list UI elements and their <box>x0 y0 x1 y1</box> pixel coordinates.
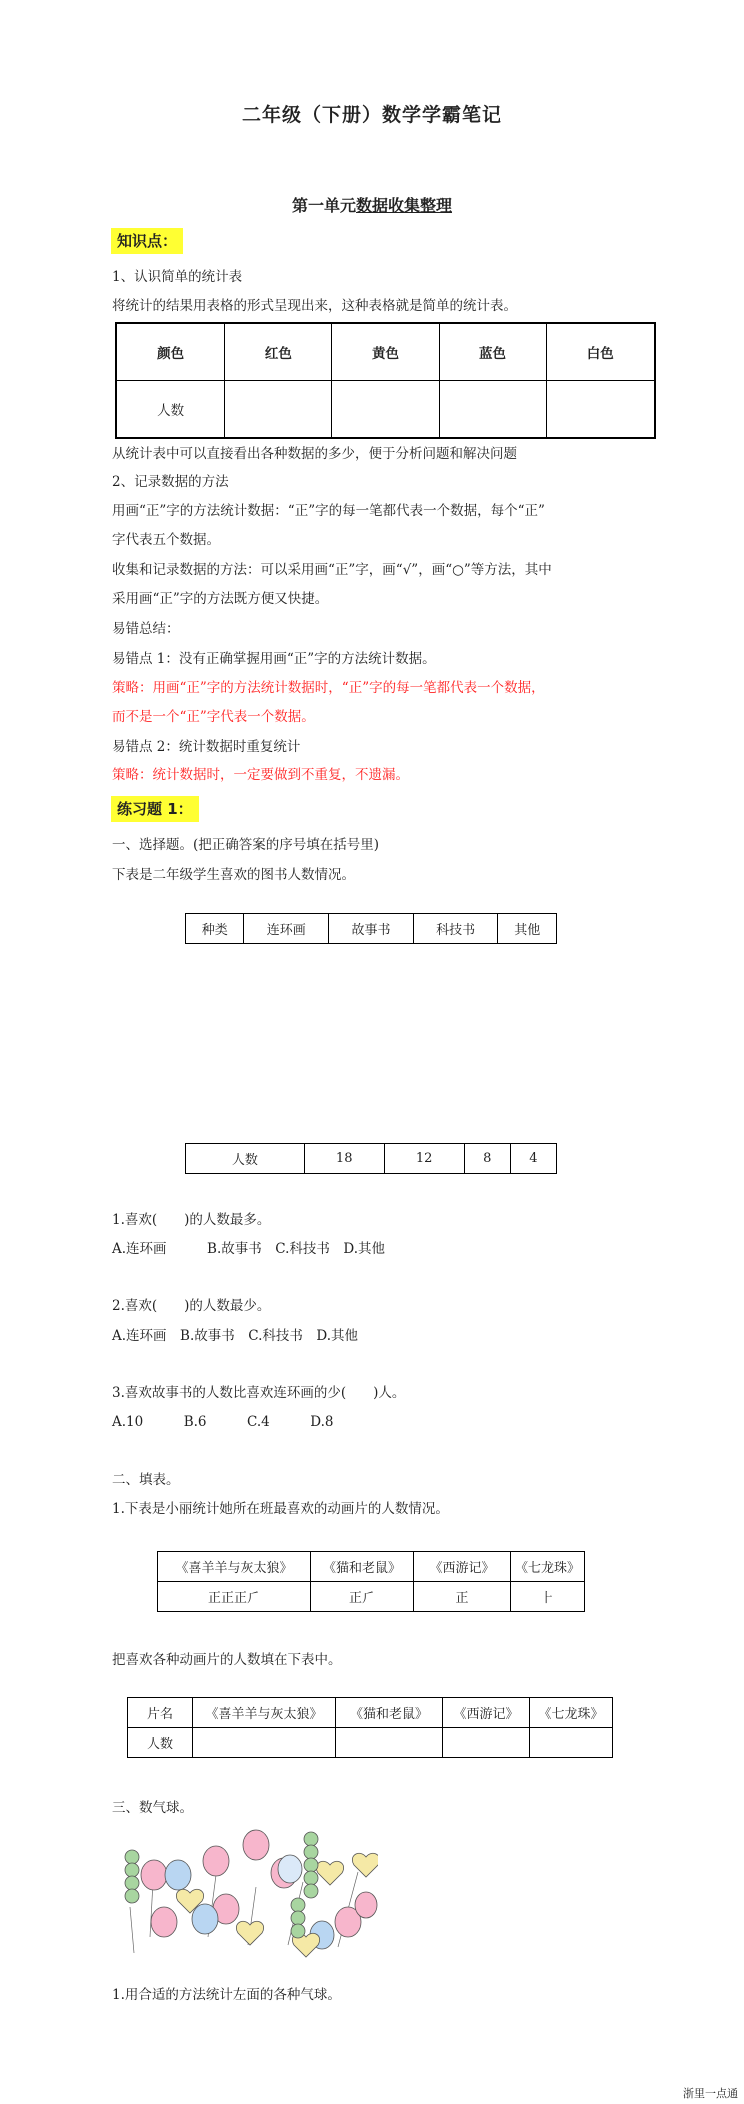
book-table-header: 故事书 <box>329 914 414 944</box>
q2-heading: 二、填表。 <box>112 1472 180 1488</box>
green-stack-balloon <box>125 1850 139 1864</box>
question-1-1: 1.喜欢( )的人数最多。 <box>112 1212 271 1228</box>
color-table-header: 蓝色 <box>439 323 546 380</box>
question-1-2: 2.喜欢( )的人数最少。 <box>112 1298 271 1314</box>
mistake-1: 易错点 1：没有正确掌握用画“正”字的方法统计数据。 <box>112 651 436 667</box>
q3-heading: 三、数气球。 <box>112 1800 193 1816</box>
question-1-3: 3.喜欢故事书的人数比喜欢连环画的少( )人。 <box>112 1385 406 1401</box>
fill-table-cell[interactable] <box>530 1728 613 1758</box>
mistakes-heading: 易错总结： <box>112 621 180 637</box>
color-table-header: 红色 <box>225 323 332 380</box>
color-table-header: 白色 <box>546 323 655 380</box>
fill-table-cell[interactable] <box>193 1728 336 1758</box>
k1-heading: 1、认识简单的统计表 <box>112 269 243 285</box>
balloons-illustration <box>108 1827 378 1962</box>
green-stack-balloon <box>291 1911 305 1925</box>
k1-description: 将统计的结果用表格的形式呈现出来，这种表格就是简单的统计表。 <box>112 298 517 314</box>
green-stack-balloon <box>304 1845 318 1859</box>
pink-balloon <box>151 1907 177 1937</box>
k1-note: 从统计表中可以直接看出各种数据的多少，便于分析问题和解决问题 <box>112 446 517 462</box>
q2-intro: 1.下表是小丽统计她所在班最喜欢的动画片的人数情况。 <box>112 1501 449 1517</box>
book-table-header: 科技书 <box>413 914 498 944</box>
blue-balloon <box>192 1904 218 1934</box>
color-table <box>115 322 656 439</box>
cartoon-table-header: 《七龙珠》 <box>511 1552 585 1582</box>
cartoon-table-header: 《喜羊羊与灰太狼》 <box>158 1552 311 1582</box>
knowledge-label: 知识点： <box>111 228 183 254</box>
mistake-2-strategy: 策略：统计数据时，一定要做到不重复，不遗漏。 <box>112 767 409 783</box>
fill-table-header: 《西游记》 <box>443 1698 530 1728</box>
cartoon-table-header: 《猫和老鼠》 <box>311 1552 414 1582</box>
color-table-cell[interactable] <box>225 380 332 438</box>
color-table-header: 黄色 <box>332 323 439 380</box>
color-table-cell[interactable] <box>546 380 655 438</box>
pink-balloon <box>355 1892 377 1918</box>
book-table-row-label: 人数 <box>186 1144 305 1174</box>
yellow-heart-balloon <box>236 1921 263 1945</box>
page-title: 二年级（下册）数学学霸笔记 <box>241 104 502 126</box>
book-table-header: 连环画 <box>244 914 329 944</box>
book-table-value: 18 <box>304 1144 384 1174</box>
fill-table-header: 《喜羊羊与灰太狼》 <box>193 1698 336 1728</box>
pink-balloon <box>141 1860 167 1890</box>
book-table-value: 8 <box>464 1144 510 1174</box>
color-table-header: 颜色 <box>116 323 225 380</box>
green-stack-balloon <box>304 1884 318 1898</box>
k2-heading: 2、记录数据的方法 <box>112 474 229 490</box>
book-table-header: 种类 <box>186 914 244 944</box>
fill-table-header: 片名 <box>128 1698 193 1728</box>
cartoon-table-header: 《西游记》 <box>414 1552 511 1582</box>
practice-label: 练习题 1： <box>111 796 199 822</box>
fill-table-cell[interactable] <box>443 1728 530 1758</box>
yellow-heart-balloon <box>316 1861 343 1885</box>
book-table-header: 其他 <box>498 914 557 944</box>
balloon-string <box>130 1907 134 1953</box>
green-stack-balloon <box>125 1876 139 1890</box>
q2-fill-instruction: 把喜欢各种动画片的人数填在下表中。 <box>112 1652 342 1668</box>
question-1-1-options: A.连环画 B.故事书 C.科技书 D.其他 <box>112 1241 386 1257</box>
mistake-1-strategy: 而不是一个“正”字代表一个数据。 <box>112 709 315 725</box>
green-stack-balloon <box>291 1924 305 1938</box>
color-table-cell[interactable] <box>332 380 439 438</box>
mistake-2: 易错点 2：统计数据时重复统计 <box>112 739 301 755</box>
blue-balloon <box>165 1860 191 1890</box>
q1-heading: 一、选择题。(把正确答案的序号填在括号里) <box>112 837 380 853</box>
book-table-header-row <box>185 913 557 944</box>
cartoon-tally-table <box>157 1551 585 1612</box>
book-table-value: 4 <box>510 1144 556 1174</box>
k2-line: 采用画“正”字的方法既方便又快捷。 <box>112 591 329 607</box>
fill-table-row-label: 人数 <box>128 1728 193 1758</box>
fill-table <box>127 1697 613 1758</box>
color-table-cell[interactable] <box>439 380 546 438</box>
yellow-heart-balloon <box>352 1853 378 1877</box>
q3-question-1: 1.用合适的方法统计左面的各种气球。 <box>112 1987 341 2003</box>
k2-line: 收集和记录数据的方法：可以采用画“正”字，画“√”，画“○”等方法，其中 <box>112 562 552 578</box>
book-table-value: 12 <box>384 1144 464 1174</box>
unit-title <box>0 193 744 216</box>
pink-balloon <box>243 1830 269 1860</box>
k2-line: 用画“正”字的方法统计数据：“正”字的每一笔都代表一个数据，每个“正” <box>112 503 545 519</box>
q1-intro: 下表是二年级学生喜欢的图书人数情况。 <box>112 867 355 883</box>
fill-table-header: 《七龙珠》 <box>530 1698 613 1728</box>
green-stack-balloon <box>125 1889 139 1903</box>
unit-number: 第一单元 <box>291 196 356 215</box>
green-stack-balloon <box>125 1863 139 1877</box>
pink-balloon <box>203 1846 229 1876</box>
k2-line: 字代表五个数据。 <box>112 532 220 548</box>
cartoon-tally: 正⺁ <box>311 1582 414 1612</box>
green-stack-balloon <box>291 1898 305 1912</box>
blue-balloon <box>278 1855 302 1883</box>
green-stack-balloon <box>304 1871 318 1885</box>
cartoon-tally: 正正正⺁ <box>158 1582 311 1612</box>
question-1-3-options: A.10 B.6 C.4 D.8 <box>112 1414 334 1430</box>
mistake-1-strategy: 策略：用画“正”字的方法统计数据时，“正”字的每一笔都代表一个数据， <box>112 680 545 696</box>
green-stack-balloon <box>304 1832 318 1846</box>
green-stack-balloon <box>304 1858 318 1872</box>
fill-table-cell[interactable] <box>336 1728 443 1758</box>
unit-name: 数据收集整理 <box>356 196 453 215</box>
fill-table-header: 《猫和老鼠》 <box>336 1698 443 1728</box>
footer-brand: 浙里一点通 <box>683 2087 738 2100</box>
question-1-2-options: A.连环画 B.故事书 C.科技书 D.其他 <box>112 1328 359 1344</box>
color-table-row-label: 人数 <box>116 380 225 438</box>
cartoon-tally: ⺊ <box>511 1582 585 1612</box>
cartoon-tally: 正 <box>414 1582 511 1612</box>
book-table-value-row <box>185 1143 557 1174</box>
